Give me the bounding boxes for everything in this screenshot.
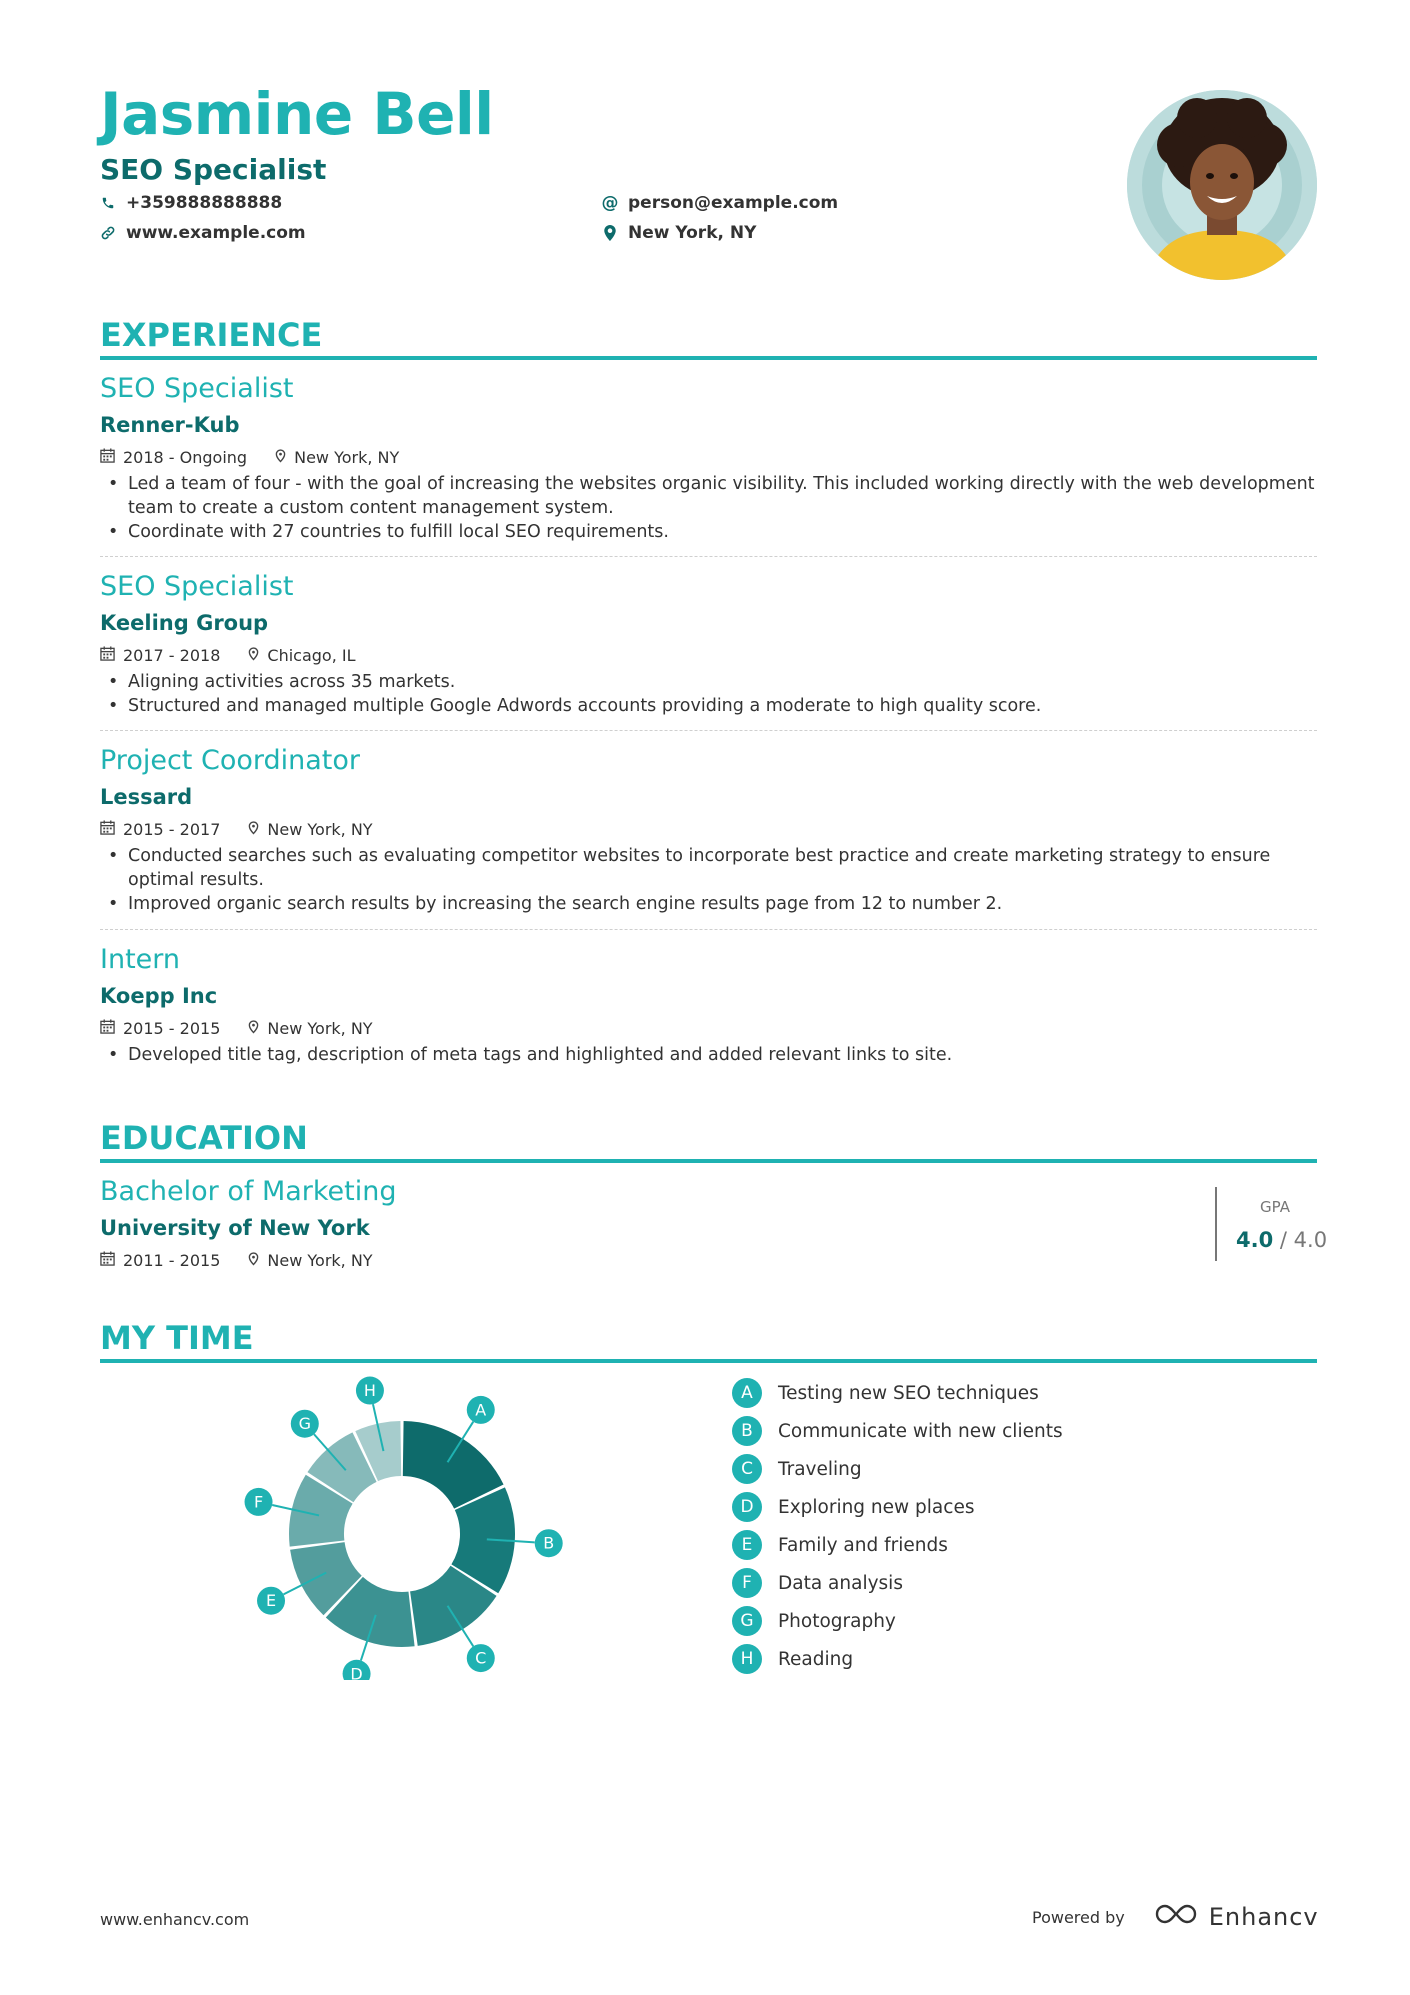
job-bullet: • Improved organic search results by increasing the search engine results page from 12 to number 2. xyxy=(100,892,1317,916)
job-dates: 2017 - 2018 xyxy=(123,646,221,665)
gpa-value xyxy=(1236,1228,1327,1252)
donut-label-text: A xyxy=(475,1400,487,1420)
job-bullet: • Led a team of four - with the goal of increasing the websites organic visibility. This included working directly with the web development team to create a custom content management system. xyxy=(100,472,1317,520)
donut-label-text: C xyxy=(475,1648,487,1668)
job-meta xyxy=(100,646,356,665)
job-title: Intern xyxy=(100,944,181,975)
job-company: Keeling Group xyxy=(100,611,269,635)
legend-label: Testing new SEO techniques xyxy=(778,1382,1039,1404)
contact-email[interactable] xyxy=(602,193,838,213)
education-rule xyxy=(100,1159,1317,1163)
legend-badge: H xyxy=(732,1644,762,1674)
legend-item xyxy=(732,1378,1039,1408)
legend-item xyxy=(732,1644,853,1674)
phone-icon xyxy=(100,195,116,211)
job-title: Project Coordinator xyxy=(100,745,360,776)
location-pin-icon xyxy=(248,820,259,839)
job-dates: 2015 - 2017 xyxy=(123,820,221,839)
email-text[interactable]: person@example.com xyxy=(628,193,839,213)
calendar-icon xyxy=(100,646,115,665)
education-heading: EDUCATION xyxy=(100,1119,308,1157)
donut-label-text: G xyxy=(298,1414,311,1434)
legend-item xyxy=(732,1416,1063,1446)
donut-label-text: E xyxy=(265,1591,277,1611)
my-time-heading: MY TIME xyxy=(100,1319,254,1357)
at-icon: @ xyxy=(601,193,619,213)
job-company: Lessard xyxy=(100,785,193,809)
gpa-separator: / xyxy=(1279,1228,1287,1252)
job-location: New York, NY xyxy=(294,448,400,467)
job-location: New York, NY xyxy=(267,1019,373,1038)
donut-label-text: H xyxy=(363,1381,376,1401)
education-degree: Bachelor of Marketing xyxy=(100,1176,397,1207)
legend-label: Exploring new places xyxy=(778,1496,975,1518)
my-time-rule xyxy=(100,1359,1317,1363)
footer-website[interactable]: www.enhancv.com xyxy=(100,1910,250,1929)
job-meta xyxy=(100,448,399,467)
gpa-label: GPA xyxy=(1260,1198,1290,1216)
job-bullets xyxy=(100,670,1317,718)
legend-item xyxy=(732,1530,948,1560)
education-meta xyxy=(100,1251,373,1270)
job-bullet: • Conducted searches such as evaluating competitor websites to incorporate best practice and create marketing strategy to ensure optimal results. xyxy=(100,844,1317,892)
legend-label: Reading xyxy=(778,1648,854,1670)
gpa-score: 4.0 xyxy=(1236,1228,1274,1252)
legend-badge: E xyxy=(732,1530,762,1560)
candidate-name: Jasmine Bell xyxy=(100,80,494,148)
calendar-icon xyxy=(100,448,115,467)
contact-website[interactable] xyxy=(100,223,306,243)
legend-badge: A xyxy=(732,1378,762,1408)
job-dates: 2018 - Ongoing xyxy=(123,448,248,467)
gpa-max: 4.0 xyxy=(1293,1228,1328,1252)
calendar-icon xyxy=(100,1019,115,1038)
footer-branding xyxy=(1032,1902,1319,1932)
legend-badge: C xyxy=(732,1454,762,1484)
legend-badge: B xyxy=(732,1416,762,1446)
job-bullets xyxy=(100,472,1317,544)
job-location: New York, NY xyxy=(267,820,373,839)
avatar xyxy=(1127,90,1317,280)
job-title: SEO Specialist xyxy=(100,373,294,404)
contact-phone xyxy=(100,193,282,213)
legend-badge: G xyxy=(732,1606,762,1636)
enhancv-logo[interactable] xyxy=(1153,1902,1319,1932)
education-location: New York, NY xyxy=(267,1251,373,1270)
brand-name: Enhancv xyxy=(1208,1903,1319,1931)
candidate-title: SEO Specialist xyxy=(100,153,327,186)
legend-item xyxy=(732,1606,896,1636)
location-pin-icon xyxy=(248,646,259,665)
location-pin-icon xyxy=(602,225,618,241)
experience-rule xyxy=(100,356,1317,360)
job-bullets xyxy=(100,844,1317,916)
website-text[interactable]: www.example.com xyxy=(126,223,306,243)
job-company: Koepp Inc xyxy=(100,984,218,1008)
legend-item xyxy=(732,1492,974,1522)
location-text: New York, NY xyxy=(628,223,757,243)
contact-location xyxy=(602,223,756,243)
job-location: Chicago, IL xyxy=(267,646,356,665)
legend-badge: D xyxy=(732,1492,762,1522)
calendar-icon xyxy=(100,1251,115,1270)
job-bullet: • Coordinate with 27 countries to fulfill local SEO requirements. xyxy=(100,520,1317,544)
experience-heading: EXPERIENCE xyxy=(100,316,323,354)
calendar-icon xyxy=(100,820,115,839)
location-pin-icon xyxy=(248,1019,259,1038)
donut-label-text: D xyxy=(350,1664,363,1680)
legend-label: Photography xyxy=(778,1610,896,1632)
phone-text: +359888888888 xyxy=(126,193,283,213)
job-divider xyxy=(100,730,1317,731)
job-meta xyxy=(100,1019,373,1038)
job-dates: 2015 - 2015 xyxy=(123,1019,221,1038)
legend-badge: F xyxy=(732,1568,762,1598)
job-bullet: • Aligning activities across 35 markets. xyxy=(100,670,1317,694)
legend-label: Traveling xyxy=(778,1458,862,1480)
job-bullets xyxy=(100,1043,1317,1067)
link-icon xyxy=(100,225,116,241)
legend-label: Data analysis xyxy=(778,1572,903,1594)
powered-by-text: Powered by xyxy=(1032,1907,1125,1927)
legend-label: Family and friends xyxy=(778,1534,948,1556)
legend-label: Communicate with new clients xyxy=(778,1420,1063,1442)
donut-label-text: F xyxy=(253,1492,264,1512)
donut-label-text: B xyxy=(543,1533,555,1553)
location-pin-icon xyxy=(248,1251,259,1270)
job-divider xyxy=(100,929,1317,930)
job-bullet: • Developed title tag, description of meta tags and highlighted and added relevant links to site. xyxy=(100,1043,1317,1067)
infinity-icon xyxy=(1153,1902,1199,1932)
job-title: SEO Specialist xyxy=(100,571,294,602)
job-meta xyxy=(100,820,373,839)
legend-item xyxy=(732,1568,903,1598)
legend-item xyxy=(732,1454,862,1484)
education-dates: 2011 - 2015 xyxy=(123,1251,221,1270)
location-pin-icon xyxy=(275,448,286,467)
my-time-donut-chart xyxy=(240,1370,580,1680)
job-company: Renner-Kub xyxy=(100,413,240,437)
education-school: University of New York xyxy=(100,1216,370,1240)
job-divider xyxy=(100,556,1317,557)
job-bullet: • Structured and managed multiple Google Adwords accounts providing a moderate to high quality score. xyxy=(100,694,1317,718)
gpa-divider xyxy=(1215,1187,1217,1261)
